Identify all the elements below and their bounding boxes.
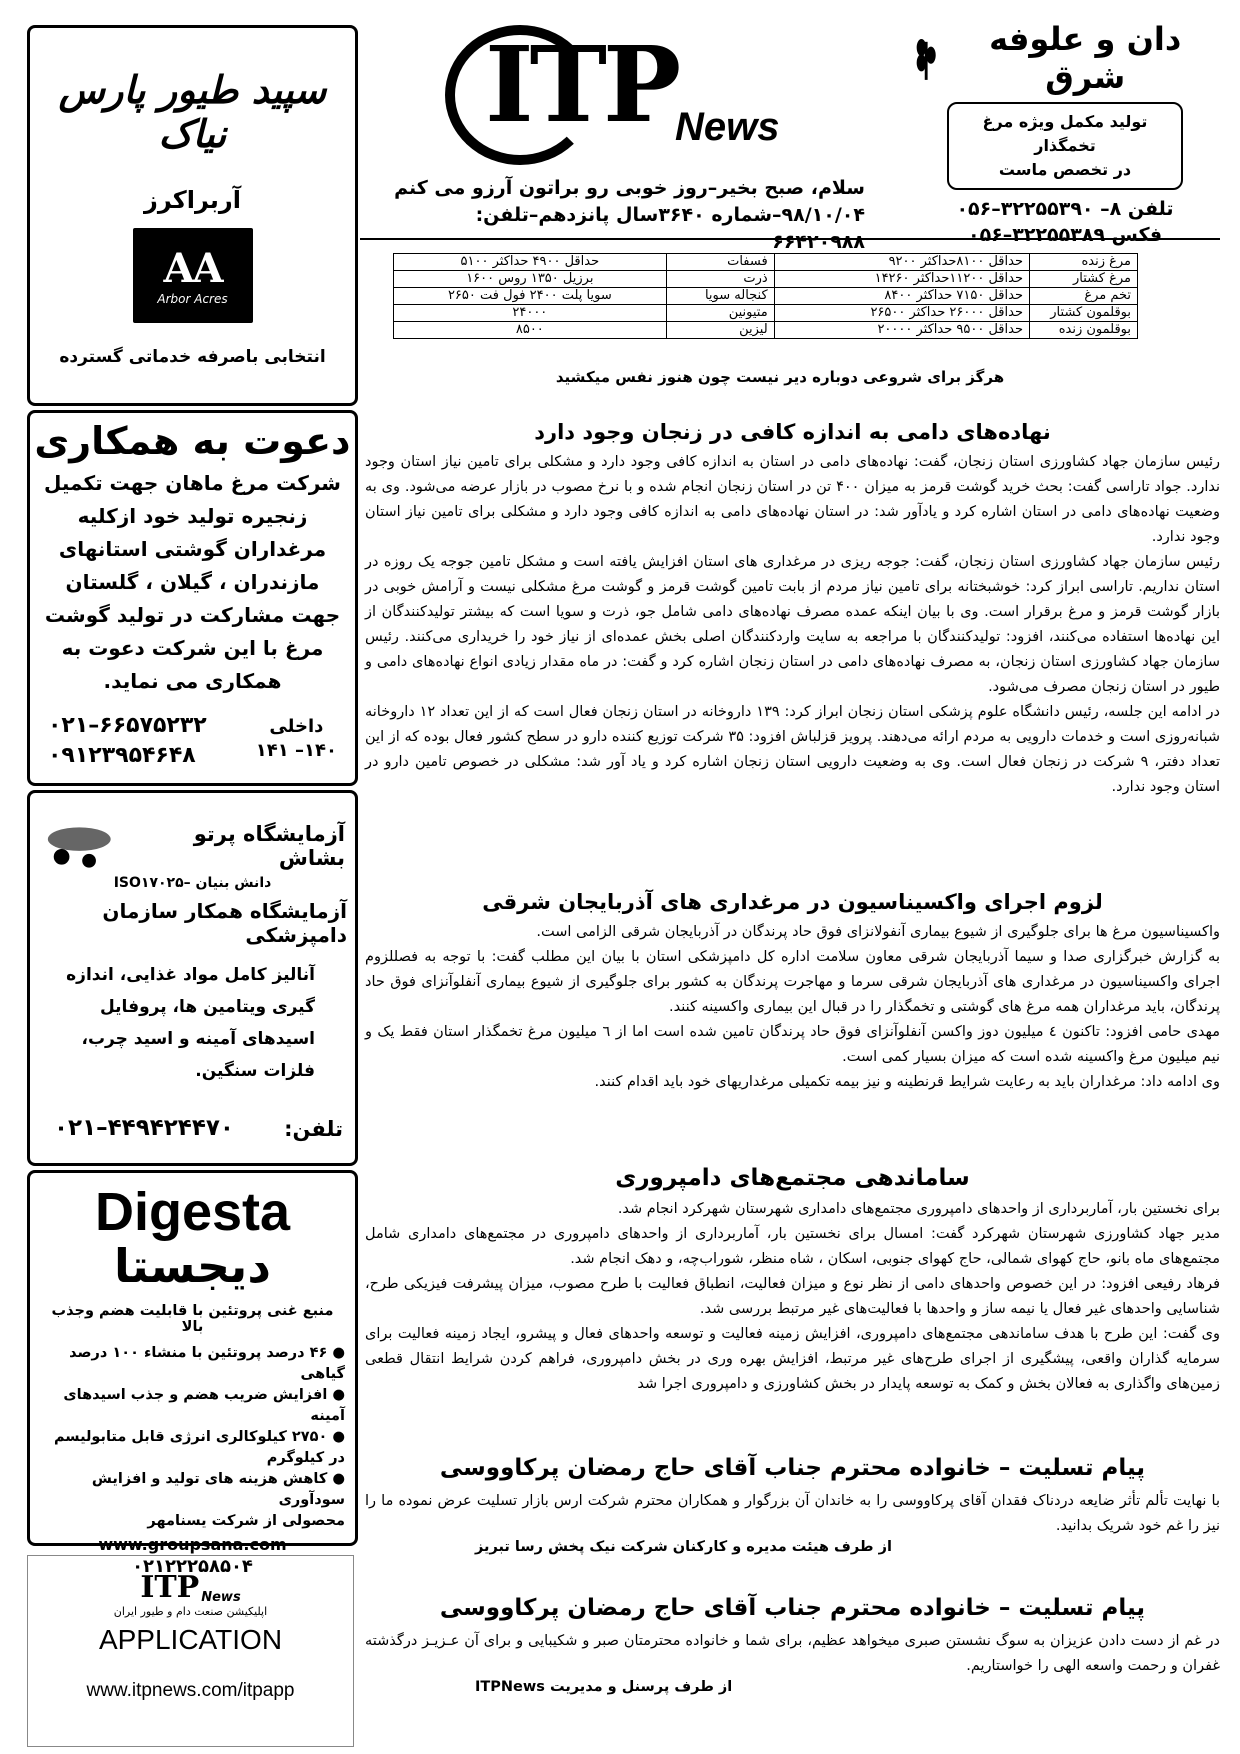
input-name: متیونین — [666, 305, 774, 322]
greeting-block — [385, 175, 865, 256]
article-paragraph: واکسیناسیون مرغ ها برای جلوگیری از شیوع بیماری آنفولانزای فوق حاد پرندگان در آذربایجان شرقی الزامی است. — [536, 924, 1220, 940]
lab-name: آزمایشگاه پرتو بشاش — [193, 822, 345, 870]
ad-lab-partoo-bashash — [27, 790, 358, 1166]
condolence-1 — [365, 1455, 1220, 1555]
price-row — [394, 271, 1138, 288]
brand-name: آربراکرز — [144, 186, 241, 214]
company-phone: تلفن ۸– ۳۲۲۵۵۳۹۰–۰۵۶ — [956, 198, 1174, 220]
ad-pars-niak — [27, 25, 358, 406]
article-paragraph: رئیس سازمان جهاد کشاورزی استان زنجان، گفت: نهاده‌های دامی در استان به اندازه کافی وجود دارد و مشکلی برای تامین نیاز استان وجود ندارد. جواد تاراسی گفت: بحث خرید گوشت قرمز به میزان ۴۰۰ تن در استان زنجان انجام شده و با نرخ مصوب در بازار عرضه می‌شود. وی به وضعیت نهاده‌های دامی در استان اشاره کرد و یادآور شد: در استان نهاده‌های دامی به اندازه کافی وجود دارد و مشکلی برای تامین نیاز استان وجود ندارد. — [365, 454, 1221, 545]
itp-news-logo — [445, 25, 805, 165]
logo-sub-text: News — [675, 105, 780, 149]
app-logo-main: ITP — [140, 1570, 200, 1605]
condolence-signature: از طرف پرسنل و مدیریت ITPNews — [475, 1679, 733, 1695]
phone-number: ۰۲۱–۴۴۹۴۲۴۴۷۰ — [54, 1115, 234, 1141]
article-paragraph: رئیس سازمان جهاد کشاورزی استان زنجان، گفت: جوجه ریزی در مرغداری های استان افزایش یافته است و مشکل تامین جوجه یک روزه در استان نداریم. تاراسی ابراز کرد: خوشبختانه برای تامین نیاز مردم از بابت تامین گوشت قرمز و گوشت مرغ مشکلی نیست و آرامش خوبی در بازار گوشت قرمز و مرغ برقرار است. وی با بیان اینکه عمده مصرف نهاده‌های دامی شامل جو، ذرت و سویا است که بیشتر تولیدکنندگان از این نهاده‌ها استفاده می‌کنند، افزود: تولیدکنندگان با مراجعه به سایت واردکنندگان اصلی بخش عمده‌ای از نیاز خود را خریداری می‌کنند. رئیس سازمان جهاد کشاورزی استان زنجان، به مصرف نهاده‌های دامی در استان زنجان اشاره کرد و گفت: در ماه مقدار زیادی انواع نهاده‌های دامی و طیور در استان زنجان مصرف می‌شود. — [365, 554, 1220, 695]
arbor-acres-logo-icon: AA Arbor Acres — [133, 228, 253, 323]
product-name: بوقلمون زنده — [1030, 322, 1138, 339]
price-table — [393, 253, 1138, 339]
article-paragraph: وی گفت: این طرح با هدف ساماندهی مجتمع‌های دامپروری، افزایش زمینه فعالیت و توسعه واحدهای فعال و پیشرو، ایجاد زمینه فعالیت برای سرمایه گذاران واقعی، پیشگیری از اجرای طرح‌های غیر مرتبط، افزایش بهره وری در بخش دامپروری، فراهم کردن شرایط انتقال قطعی زمین‌های واگذاری به فعالان بخش و کمک به توسعه پایدار در بخش کشاورزی و دامپروری اجرا شد — [365, 1326, 1220, 1392]
company-slogan-line-1: تولید مکمل ویژه مرغ تخمگذار — [982, 112, 1148, 155]
condolence-signature: از طرف هیئت مدیره و کارکنان شرکت نیک پخش رسا تبریز — [475, 1539, 892, 1555]
producer: محصولی از شرکت یسنامهر — [147, 1513, 345, 1529]
phone-number: ۰۲۱–۶۶۵۷۵۲۳۲ — [48, 713, 207, 738]
bullet-item: ● افزایش ضریب هضم و جذب اسیدهای آمینه — [63, 1387, 345, 1424]
product-name: تخم مرغ — [1030, 288, 1138, 305]
product-price: حداقل ۸۱۰۰حداکثر ۹۲۰۰ — [774, 254, 1029, 271]
product-price: حداقل ۲۶۰۰۰ حداکثر ۲۶۵۰۰ — [774, 305, 1029, 322]
condolence-title: پیام تسلیت – خانواده محترم جناب آقای حاج رمضان پرکاووسی — [439, 1455, 1146, 1481]
ad-title: دعوت به همکاری — [34, 419, 351, 463]
input-name: فسفات — [666, 254, 774, 271]
itp-app-logo — [28, 1570, 353, 1605]
website-link[interactable]: www.groupsana.com — [98, 1535, 287, 1554]
condolence-title: پیام تسلیت – خانواده محترم جناب آقای حاج رمضان پرکاووسی — [439, 1595, 1146, 1621]
logo-main-text: ITP — [485, 23, 678, 146]
knowledge-based-iso: دانش بنیان –ISO۱۷۰۲۵ — [113, 875, 272, 891]
article-3 — [365, 1165, 1220, 1397]
bullet-item: ● ۲۷۵۰ کیلوکالری انرژی قابل متابولیسم در کیلوگرم — [53, 1429, 345, 1466]
motto: هرگز برای شروعی دوباره دیر نیست چون هنوز نفس میکشید — [555, 368, 1005, 386]
product-price: حداقل ۱۱۲۰۰حداکثر ۱۴۲۶۰ — [774, 271, 1029, 288]
lab-logo-icon — [40, 821, 119, 871]
condolence-2 — [365, 1595, 1220, 1695]
article-paragraph: مهدی حامی افزود: تاکنون ٤ میلیون دوز واکسن آنفلوآنزای فوق حاد پرندگان تامین شده است اما از ٦ میلیون مرغ تخمگذار استان فقط یک و نیم میلیون مرغ واکسینه شده است که میزان بسیار کمی است. — [365, 1024, 1220, 1065]
product-name: مرغ زنده — [1030, 254, 1138, 271]
product-name: بوقلمون کشتار — [1030, 305, 1138, 322]
bullet-item: ● ۴۶ درصد پروتئین با منشاء ۱۰۰ درصد گیاهی — [69, 1345, 345, 1382]
article-paragraph: در ادامه این جلسه، رئیس دانشگاه علوم پزشکی استان زنجان ابراز کرد: ۱۳۹ داروخانه در استان زنجان فعال است که از این تعداد ۱۲ داروخانه شبانه‌روزی است و خدمات دارویی به مردم ارائه می‌دهند. پرویز قزلباش افزود: ۳۵ شرکت توزیع کننده دارو در سطح کشور فعال بوده که از این تعداد دفتر، ۹ شرکت در زنجان فعال است. وی به وضعیت دارویی استان زنجان اشاره کرد و یاد آور شد: مشکلی در خصوص تامین دارو در استان وجود ندارد. — [365, 704, 1221, 795]
company-ad-dan-sharq — [910, 20, 1220, 246]
article-paragraph: وی ادامه داد: مرغداران باید به رعایت شرایط قرنطینه و نیز بیمه تکمیلی مرغداریهای خود باید اقدام کنند. — [594, 1074, 1220, 1090]
wheat-icon — [910, 33, 942, 83]
lab-subtitle: آزمایشگاه همکار سازمان دامپزشکی — [102, 899, 347, 947]
extension-label: داخلی — [269, 716, 324, 737]
price-row — [394, 322, 1138, 339]
ad-invitation — [27, 410, 358, 786]
input-name: لیزین — [666, 322, 774, 339]
pars-niak-logo: سپید طیور پارس نیاک — [58, 68, 327, 156]
ad-headline: منبع غنی پروتئین با قابلیت هضم وجذب بالا — [51, 1303, 334, 1335]
product-name: مرغ کشتار — [1030, 271, 1138, 288]
product-price: حداقل ۷۱۵۰ حداکثر ۸۴۰۰ — [774, 288, 1029, 305]
price-row — [394, 305, 1138, 322]
digesta-logo-en: Digesta — [94, 1182, 291, 1242]
article-2 — [365, 890, 1220, 1095]
app-label: APPLICATION — [98, 1624, 283, 1655]
mobile-number: ۰۹۱۲۳۹۵۴۶۴۸ — [48, 743, 196, 768]
issue-line: ۹۸/۱۰/۰۴–شماره ۳۶۴۰سال پانزدهم–تلفن: ۶۶۴۲۰۹۸۸ — [475, 204, 865, 253]
ad-body: شرکت مرغ ماهان جهت تکمیل زنجیره تولید خود ازکلیه مرغداران گوشتی استانهای مازندران ، گیلان ، گلستان جهت مشارکت در تولید گوشت مرغ با این شرکت دعوت به همکاری می نماید. — [44, 471, 341, 693]
article-title: ساماندهی مجتمع‌های دامپروری — [615, 1165, 970, 1191]
app-url-link[interactable]: www.itpnews.com/itpapp — [86, 1680, 295, 1701]
bullet-item: ● کاهش هزینه های تولید و افزایش سودآوری — [91, 1471, 345, 1508]
article-paragraph: فرهاد رفیعی افزود: در این خصوص واحدهای دامی از نظر نوع و میزان فعالیت، انطباق فعالیت با طرح مصوب، میزان پیشرفت فیزیکی طرح، شناسایی واحدهای غیر فعال یا نیمه ساز و واحدها با فعالیت‌های غیر مرتبط بررسی شد. — [365, 1276, 1220, 1317]
app-logo-sub: News — [201, 1590, 241, 1605]
digesta-logo-fa: دیجستا — [114, 1239, 271, 1293]
lab-services: آنالیز کامل مواد غذایی، اندازه گیری ویتامین ها، پروفایل اسیدهای آمینه و اسید چرب، فلزات سنگین. — [66, 965, 315, 1081]
condolence-body: با نهایت تألم تأثر ضایعه دردناک فقدان آقای پرکاووسی را به خاندان آن بزرگوار و همکاران محترم شرکت ارس بازار تسلیت عرض نموده ما را نیز را غم خود شریک بدانید. — [365, 1493, 1220, 1534]
price-row — [394, 254, 1138, 271]
app-caption: اپلیکیشن صنعت دام و طیور ایران — [113, 1605, 268, 1618]
input-name: کنجاله سویا — [666, 288, 774, 305]
article-title: لزوم اجرای واکسیناسیون در مرغداری های آذربایجان شرقی — [482, 890, 1103, 914]
input-price: برزیل ۱۳۵۰ روس ۱۶۰۰ — [394, 271, 667, 288]
phone-number: ۰۲۱۲۲۲۵۸۵۰۴ — [132, 1556, 253, 1577]
article-1 — [365, 420, 1220, 800]
greeting-text: سلام، صبح بخیر–روز خوبی رو براتون آرزو می کنم — [394, 177, 865, 199]
header-divider — [360, 238, 1220, 240]
condolence-body: در غم از دست دادن عزیزان به سوگ نشستن صبری میخواهد عظیم، برای شما و خانواده محترمتان صبر و شکیبایی و برای آن عـزیـز درگذشته غفران و رحمت واسعه الهی را خواستاریم. — [365, 1633, 1220, 1674]
ad-tagline: انتخابی باصرفه خدماتی گسترده — [59, 347, 326, 367]
company-fax: فکس ۳۲۲۵۵۳۸۹–۰۵۶ — [967, 224, 1163, 246]
input-name: ذرت — [666, 271, 774, 288]
phone-label: تلفن: — [284, 1117, 343, 1141]
ad-digesta — [27, 1170, 358, 1577]
input-price: ۲۴۰۰۰ — [394, 305, 667, 322]
input-price: ۸۵۰۰ — [394, 322, 667, 339]
article-title: نهاده‌های دامی به اندازه کافی در زنجان وجود دارد — [534, 420, 1051, 444]
arbor-acres-logo-text: Arbor Acres — [157, 292, 228, 306]
extension-numbers: ۱۴۰– ۱۴۱ — [255, 740, 337, 761]
company-name: دان و علوفه شرق — [989, 20, 1182, 96]
article-paragraph: مدیر جهاد کشاورزی شهرستان شهرکرد گفت: امسال برای نخستین بار، آماربرداری از واحدهای دامپروری در مجتمع‌های دامداری شامل مجتمع‌های ماه بانو، حاج کهوای شمالی، حاج کهوای جنوبی، اسکان ، شاه منظر، شوراب‌چه، و دهک انجام شد. — [365, 1226, 1220, 1267]
input-price: سویا پلت ۲۴۰۰ فول فت ۲۶۵۰ — [394, 288, 667, 305]
company-slogan — [947, 102, 1183, 190]
ad-itp-app — [27, 1555, 354, 1747]
article-paragraph: برای نخستین بار، آماربرداری از واحدهای دامپروری مجتمع‌های دامداری شهرستان شهرکرد انجام شد. — [617, 1201, 1220, 1217]
product-price: حداقل ۹۵۰۰ حداکثر ۲۰۰۰۰ — [774, 322, 1029, 339]
input-price: حداقل ۴۹۰۰ حداکثر ۵۱۰۰ — [394, 254, 667, 271]
company-slogan-line-2: در تخصص ماست — [998, 160, 1132, 179]
article-paragraph: به گزارش خبرگزاری صدا و سیما آذربایجان شرقی معاون سلامت اداره کل دامپزشکی استان با بیان این مطلب گفت: با توجه به فصللزوم اجرای واکسیناسیون در مرغداری های آذربایجان شرقی سرما و مهاجرت پرندگان به کشور برای جلوگیری از شیوع بیماری آنفلوآنزای فوق حاد پرندگان، باید مرغداران همه مرغ های گوشتی و تخمگذار را در قبال این بیماری واکسینه کنند. — [365, 949, 1220, 1015]
price-row — [394, 288, 1138, 305]
